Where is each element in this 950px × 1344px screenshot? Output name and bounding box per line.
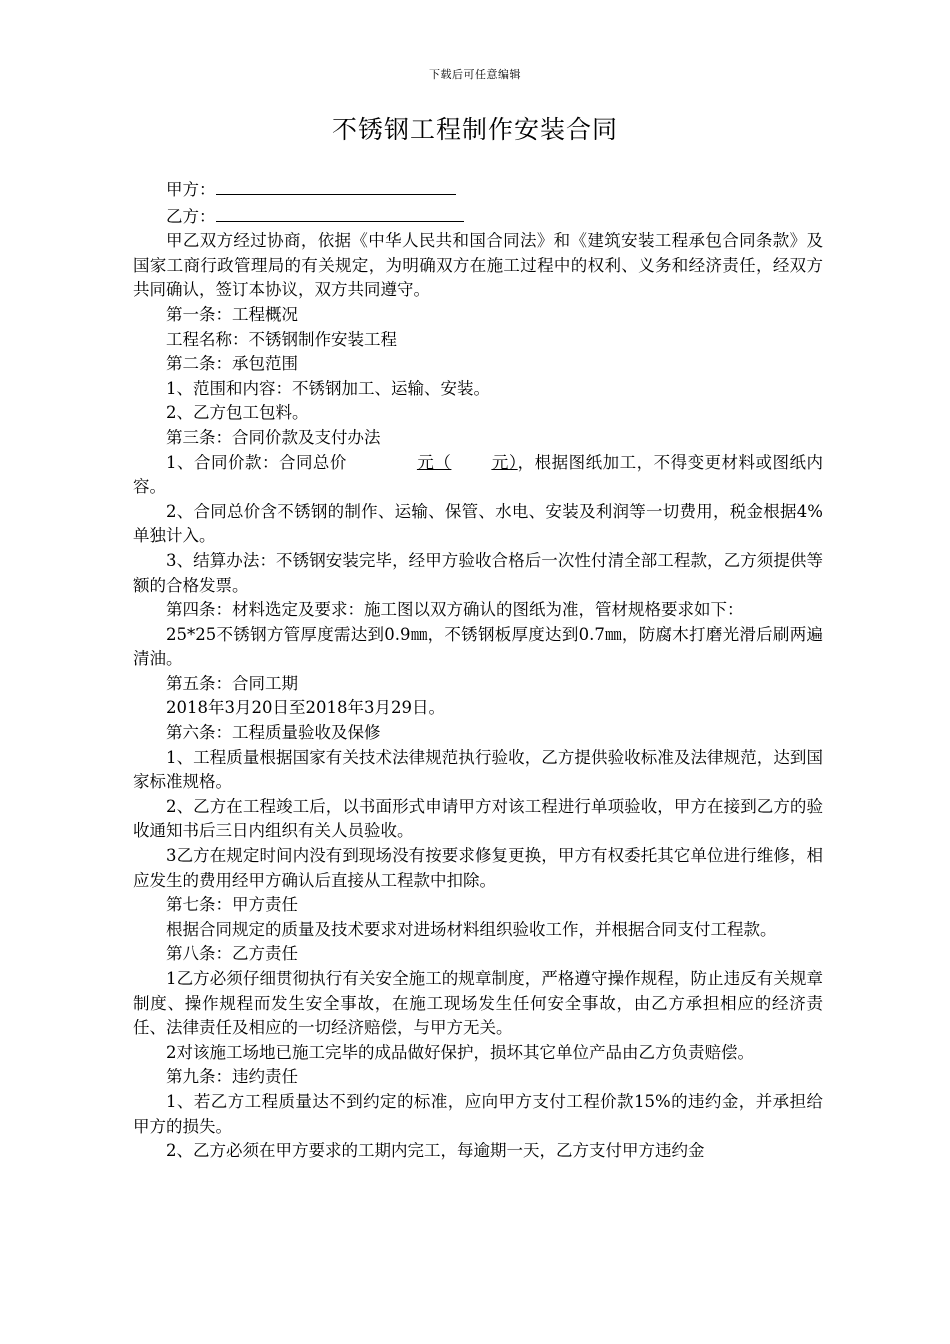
article-4-heading: 第四条：材料选定及要求：施工图以双方确认的图纸为准，管材规格要求如下：: [166, 600, 744, 620]
price-blank[interactable]: [347, 453, 518, 472]
article-1-heading: 第一条：工程概况: [166, 304, 298, 324]
article-2-item-1: 1、范围和内容：不锈钢加工、运输、安装。: [166, 378, 490, 398]
article-3-item-3: 3、结算办法：不锈钢安装完毕，经甲方验收合格后一次性付清全部工程款，乙方须提供等额的合格发票。: [133, 550, 823, 595]
party-yi: [133, 203, 823, 230]
price-unit-1: 元（: [416, 452, 452, 472]
article-8-heading: 第八条：乙方责任: [166, 944, 298, 964]
article-6-item-3: 3乙方在规定时间内没有到现场没有按要求修复更换，甲方有权委托其它单位进行维修，相应发生的费用经甲方确认后直接从工程款中扣除。: [133, 846, 823, 890]
document-title: 不锈钢工程制作安装合同: [331, 115, 618, 144]
price-prefix: 1、合同价款：合同总价: [166, 452, 347, 472]
article-9-heading: 第九条：违约责任: [166, 1067, 298, 1087]
article-5-heading: 第五条：合同工期: [166, 673, 298, 693]
article-3-heading: 第三条：合同价款及支付办法: [166, 427, 381, 447]
article-3-item-2: 2、合同总价含不锈钢的制作、运输、保管、水电、安装及利润等一切费用，税金根据4%单独计入。: [133, 501, 823, 546]
article-3-item-1: [133, 451, 823, 500]
party-jia: [133, 176, 823, 203]
party-yi-label: 乙方：: [166, 206, 216, 226]
article-9-item-1: 1、若乙方工程质量达不到约定的标准，应向甲方支付工程价款15%的违约金，并承担给甲方的损失。: [133, 1091, 823, 1136]
page-header-note: 下载后可任意编辑: [429, 68, 521, 81]
article-2-heading: 第二条：承包范围: [166, 354, 298, 374]
article-6-heading: 第六条：工程质量验收及保修: [166, 723, 381, 743]
article-5-item-1: 2018年3月20日至2018年3月29日。: [166, 698, 445, 718]
party-jia-blank[interactable]: [216, 176, 456, 195]
article-6-item-1: 1、工程质量根据国家有关技术法律规范执行验收，乙方提供验收标准及法律规范，达到国家标准规格。: [133, 747, 823, 792]
intro-paragraph: 甲乙双方经过协商，依据《中华人民共和国合同法》和《建筑安装工程承包合同条款》及国家工商行政管理局的有关规定，为明确双方在施工过程中的权利、义务和经济责任，经双方共同确认，签订本协议，双方共同遵守。: [133, 231, 823, 300]
article-2-item-2: 2、乙方包工包料。: [166, 403, 309, 423]
price-suffix: ，根据图纸加工，不得变更材料或图纸内容。: [133, 452, 824, 497]
article-4-item-1: 25*25不锈钢方管厚度需达到0.9㎜，不锈钢板厚度达到0.7㎜，防腐木打磨光滑后刷两遍清油。: [133, 624, 823, 669]
price-unit-2: 元）: [491, 452, 518, 472]
article-8-item-1: 1乙方必须仔细贯彻执行有关安全施工的规章制度，严格遵守操作规程，防止违反有关规章制度、操作规程而发生安全事故，在施工现场发生任何安全事故，由乙方承担相应的经济责任、法律责任及相应的一切经济赔偿，与甲方无关。: [133, 969, 823, 1038]
party-yi-blank[interactable]: [216, 203, 464, 222]
article-7-item-1: 根据合同规定的质量及技术要求对进场材料组织验收工作，并根据合同支付工程款。: [166, 919, 777, 939]
party-jia-label: 甲方：: [166, 180, 216, 199]
article-1-project-name: 工程名称：不锈钢制作安装工程: [166, 329, 397, 349]
article-9-item-2: 2、乙方必须在甲方要求的工期内完工，每逾期一天，乙方支付甲方违约金: [166, 1141, 705, 1161]
article-7-heading: 第七条：甲方责任: [166, 895, 298, 915]
article-8-item-2: 2对该施工场地已施工完毕的成品做好保护，损坏其它单位产品由乙方负责赔偿。: [166, 1042, 754, 1062]
article-6-item-2: 2、乙方在工程竣工后，以书面形式申请甲方对该工程进行单项验收，甲方在接到乙方的验收通知书后三日内组织有关人员验收。: [133, 796, 823, 841]
contract-body: [133, 176, 823, 1164]
